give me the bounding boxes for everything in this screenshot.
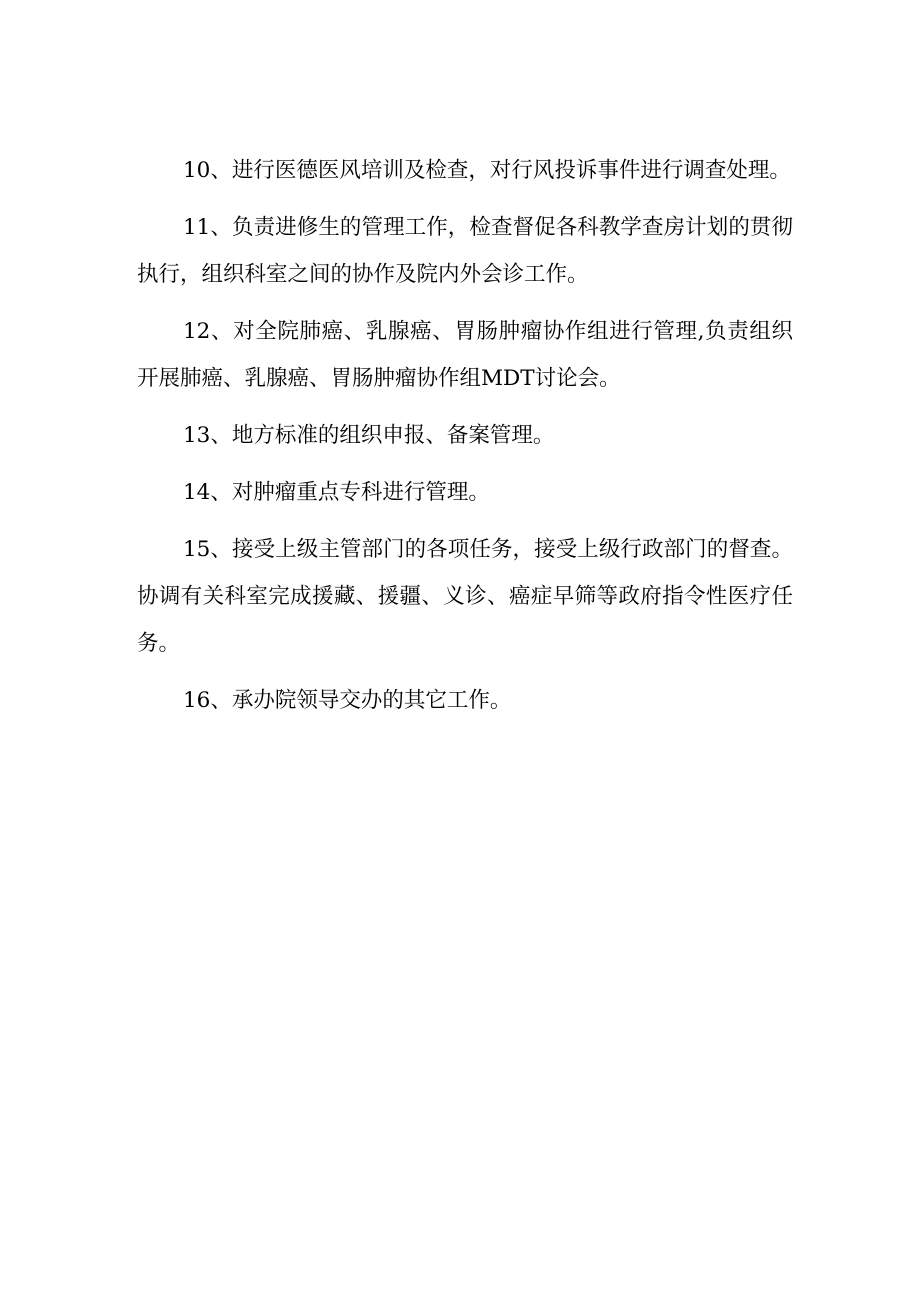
paragraph-item-13: 13、地方标准的组织申报、备案管理。: [183, 423, 555, 448]
document-body: [137, 147, 793, 734]
paragraph-item-15: 15、接受上级主管部门的各项任务，接受上级行政部门的督查。协调有关科室完成援藏、援疆、义诊、癌症早筛等政府指令性医疗任务。: [137, 537, 793, 656]
paragraph-item-12: 12、对全院肺癌、乳腺癌、胃肠肿瘤协作组进行管理,负责组织开展肺癌、乳腺癌、胃肠肿瘤协作组MDT讨论会。: [137, 319, 793, 391]
paragraph-item-11: 11、负责进修生的管理工作，检查督促各科教学查房计划的贯彻执行，组织科室之间的协作及院内外会诊工作。: [137, 215, 793, 287]
paragraph-item-10: 10、进行医德医风培训及检查，对行风投诉事件进行调查处理。: [183, 158, 791, 183]
paragraph-item-16: 16、承办院领导交办的其它工作。: [183, 688, 512, 713]
paragraph-item-14: 14、对肿瘤重点专科进行管理。: [183, 480, 490, 505]
